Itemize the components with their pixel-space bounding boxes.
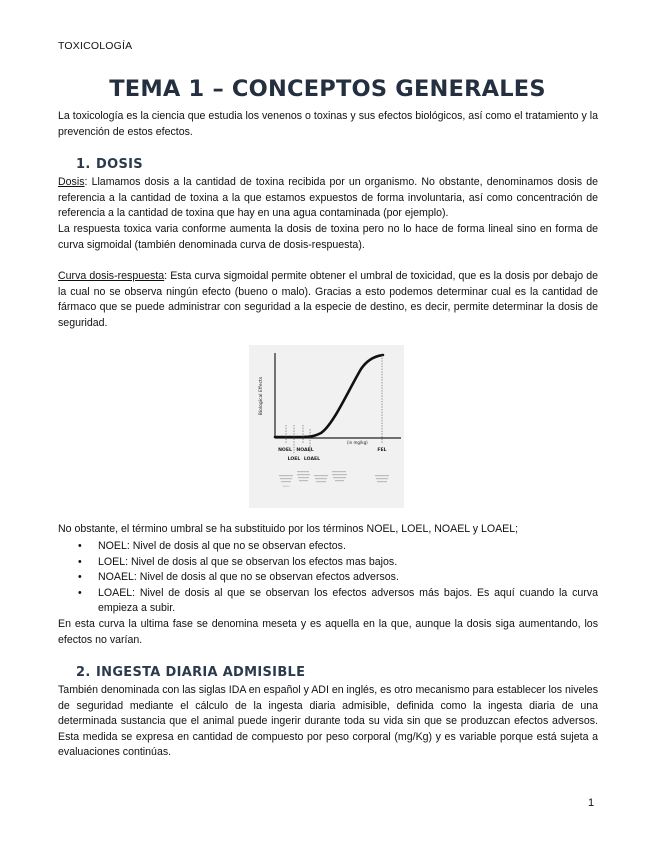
dosis-paragraph: [58, 175, 598, 222]
dosis-definition: : Llamamos dosis a la cantidad de toxina recibida por un organismo. No obstante, denominamos dosis de referencia a la cantidad de toxina a la que estamos expuestos de forma involuntaria, así como concentración de referencia a la cantidad de toxina que hay en una agua contaminada (por ejemplo).: [58, 176, 598, 220]
bullet-icon: •: [78, 540, 82, 552]
curva-definition: : Esta curva sigmoidal permite obtener el umbral de toxicidad, que es la dosis por debajo de la cual no se observa ningún efecto (bueno o malo). Gracias a esto podemos determinar cual es la cantidad de fármaco que se puede administrar con seguridad a la especie de destino, es decir, permite determinar la dosis de seguridad.: [58, 270, 599, 329]
dose-response-figure: [249, 345, 404, 508]
dosis-term: Dosis: [58, 176, 85, 188]
bullet-icon: •: [78, 586, 82, 599]
list-item: • NOAEL: Nivel de dosis al que no se observan efectos adversos.: [58, 570, 598, 586]
noel-label: NOEL: [278, 448, 292, 453]
ida-paragraph: También denominada con las siglas IDA en español y ADI en inglés, es otro mecanismo para establecer los niveles de seguridad mediante el cálculo de la ingesta diaria admisible, definida como la ingesta diaria de una determinada sustancia que el animal puede ingerir durante toda su vida sin que se produzcan efectos adversos. Esta medida se expresa en cantidad de compuesto por peso corporal (mg/Kg) y es variable porque está sujeta a evaluaciones continúas.: [58, 684, 598, 759]
list-item: • NOEL: Nivel de dosis al que no se observan efectos.: [58, 539, 598, 555]
noael-label: NOAEL: [296, 448, 314, 453]
running-header: TOXICOLOGÍA: [58, 40, 133, 52]
page-title: TEMA 1 – CONCEPTOS GENERALES: [109, 76, 546, 102]
bullet-icon: •: [78, 555, 82, 568]
section-heading-ida: [76, 665, 305, 680]
loel-label: LOEL: [287, 457, 301, 462]
threshold-terms-list: [58, 539, 598, 617]
level-caption: Level: [282, 485, 290, 488]
curva-term: Curva dosis-respuesta: [58, 270, 165, 282]
section-heading-dosis: [76, 157, 143, 172]
list-item: • LOAEL: Nivel de dosis al que se observan los efectos adversos más bajos. Es aquí cuando la curva empieza a subir.: [78, 586, 598, 615]
x-axis-label: (in mg/kg): [347, 440, 368, 445]
section-title: DOSIS: [96, 157, 143, 172]
section-title: INGESTA DIARIA ADMISIBLE: [96, 665, 306, 680]
loael-label: LOAEL: [303, 457, 321, 462]
list-item: • LOEL: Nivel de dosis al que se observan los efectos mas bajos.: [58, 555, 598, 571]
y-axis-label: Biological Effects: [259, 376, 264, 416]
section-number: 2.: [76, 665, 91, 680]
meseta-paragraph: En esta curva la ultima fase se denomina meseta y es aquella en la que, aunque la dosis siga aumentando, los efectos no varían.: [58, 618, 598, 646]
dose-response-chart: [249, 345, 404, 508]
section-number: 1.: [76, 157, 91, 172]
intro-paragraph: La toxicología es la ciencia que estudia los venenos o toxinas y sus efectos biológicos, así como el tratamiento y la prevención de estos efectos.: [58, 110, 598, 138]
fel-label: FEL: [377, 448, 387, 453]
respuesta-paragraph: La respuesta toxica varia conforme aumenta la dosis de toxina pero no lo hace de forma lineal sino en forma de curva sigmoidal (también denominada curva de dosis-respuesta).: [58, 223, 598, 251]
page-number: 1: [588, 797, 595, 809]
umbral-paragraph: No obstante, el término umbral se ha substituido por los términos NOEL, LOEL, NOAEL y LOAEL;: [58, 523, 519, 535]
bullet-icon: •: [78, 571, 82, 584]
curva-paragraph: [58, 269, 598, 331]
